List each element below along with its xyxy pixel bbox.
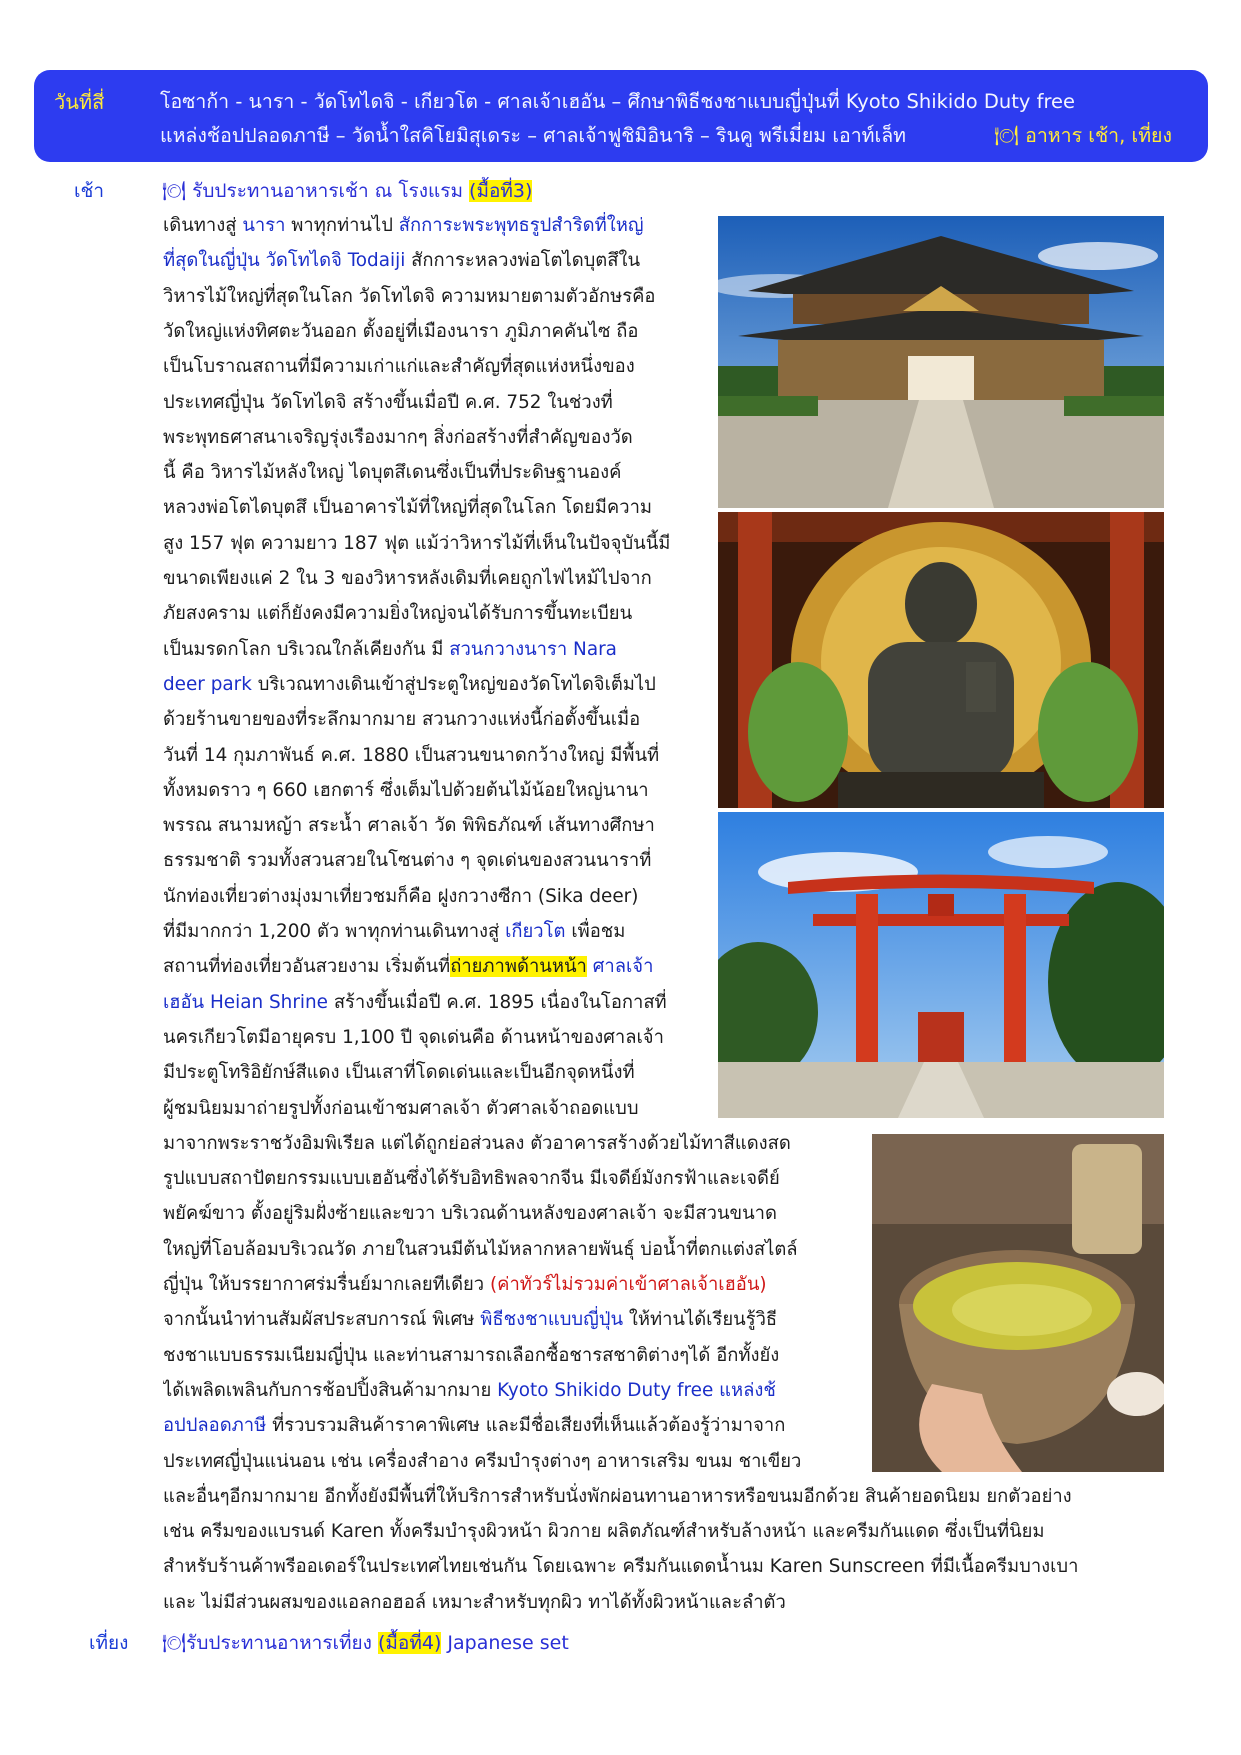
body-highlight-text: ถ่ายภาพด้านหน้า [450, 956, 587, 978]
itinerary-line-2: แหล่งช้อปปลอดภาษี – วัดน้ำใสคิโยมิสุเดระ – ศาลเจ้าฟูชิมิอินาริ – รินคู พรีเมี่ยม เอาท์เล็ท [160, 124, 907, 147]
body-text-segment: ผู้ชมนิยมมาถ่ายรูปทั้งก่อนเข้าชมศาลเจ้า ตัวศาลเจ้าถอดแบบ [163, 1097, 639, 1119]
body-link-text: อปปลอดภาษี [163, 1415, 267, 1437]
body-line [163, 879, 638, 914]
body-line [163, 243, 640, 278]
body-text-segment: ญี่ปุ่น ให้บรรยากาศร่มรื่นย์มากเลยทีเดียว [163, 1274, 490, 1295]
body-text-segment: ธรรมชาติ รวมทั้งสวนสวยในโซนต่าง ๆ จุดเด่นของสวนนาราที่ [163, 850, 652, 872]
body-line [163, 1091, 639, 1126]
body-text-segment: เดินทางสู่ [163, 215, 243, 236]
body-text-segment: ที่มีมากกว่า 1,200 ตัว พาทุกท่านเดินทางสู่ [163, 921, 506, 942]
body-text-segment: วัดใหญ่แห่งทิศตะวันออก ตั้งอยู่ที่เมืองนารา ภูมิภาคคันไซ ถือ [163, 320, 639, 342]
day-header-banner [34, 70, 1208, 162]
body-line [163, 1444, 801, 1479]
body-text-segment: ที่รวบรวมสินค้าราคาพิเศษ และมีชื่อเสียงที่เห็นแล้วต้องรู้ว่ามาจาก [266, 1415, 786, 1437]
body-text-segment: จากนั้นนำท่านสัมผัสประสบการณ์ พิเศษ [163, 1309, 481, 1331]
body-line [163, 738, 659, 773]
body-line [163, 843, 651, 878]
body-text-segment: หลวงพ่อโตไดบุตสึ เป็นอาคารไม้ที่ใหญ่ที่สุดในโลก โดยมีความ [163, 497, 653, 519]
meals-summary: 🍽 อาหาร เช้า, เที่ยง [994, 124, 1172, 147]
body-link-text: นารา [242, 215, 286, 236]
body-text-segment: ใหญ่ที่โอบล้อมบริเวณวัด ภายในสวนมีต้นไม้หลากหลายพันธุ์ บ่อน้ำที่ตกแต่งสไตล์ [163, 1238, 798, 1260]
body-link-text: เฮอัน Heian Shrine [163, 991, 328, 1013]
heian-torii-photo [718, 812, 1164, 1118]
body-line [163, 1302, 777, 1337]
body-line [163, 773, 649, 808]
breakfast-line [162, 176, 532, 206]
lunch-meal-count: (มื้อที่4) [378, 1632, 442, 1654]
body-line [163, 808, 655, 843]
body-line [163, 490, 652, 525]
body-text-segment: เพื่อชม [565, 921, 626, 942]
body-text-segment: ให้ท่านได้เรียนรู้วิธี [623, 1309, 778, 1331]
body-text-segment: เป็นมรดกโลก บริเวณใกล้เคียงกัน มี [163, 638, 450, 660]
todaiji-hall-photo [718, 216, 1164, 508]
body-line [163, 914, 625, 949]
breakfast-label: เช้า [74, 180, 105, 202]
body-link-text: เกียวโต [505, 921, 566, 942]
body-text-segment: ภัยสงคราม แต่ก็ยังคงมีความยิ่งใหญ่จนได้รับการขึ้นทะเบียน [163, 603, 633, 625]
body-link-text: deer park [163, 673, 252, 695]
body-text-segment: วันที่ 14 กุมภาพันธ์ ค.ศ. 1880 เป็นสวนขนาดกว้างใหญ่ มีพื้นที่ [163, 744, 660, 766]
matcha-tea-photo [872, 1134, 1164, 1472]
lunch-set: Japanese set [441, 1632, 569, 1654]
lunch-line [162, 1628, 569, 1658]
body-line [163, 1479, 1072, 1514]
body-line [163, 1408, 785, 1443]
body-line [163, 1585, 786, 1620]
body-text-segment: มาจากพระราชวังอิมพิเรียล แต่ได้ถูกย่อส่วนลง ตัวอาคารสร้างด้วยไม้ทาสีแดงสด [163, 1132, 791, 1154]
body-text-segment: นี้ คือ วิหารไม้หลังใหญ่ ไดบุตสึเดนซึ่งเป็นที่ประดิษฐานองค์ [163, 462, 622, 484]
body-text-segment: เป็นโบราณสถานที่มีความเก่าแก่และสำคัญที่สุดแห่งหนึ่งของ [163, 356, 635, 378]
body-line [163, 1549, 1078, 1584]
body-line [163, 526, 670, 561]
breakfast-meal-count: (มื้อที่3) [469, 180, 533, 202]
body-line [163, 1020, 664, 1055]
body-text-segment: นครเกียวโตมีอายุครบ 1,100 ปี จุดเด่นคือ ด้านหน้าของศาลเจ้า [163, 1026, 664, 1048]
body-text-segment: สถานที่ท่องเที่ยวอันสวยงาม เริ่มต้นที่ [163, 956, 451, 978]
itinerary-line-1: โอซาก้า - นารา - วัดโทไดจิ - เกียวโต - ศาลเจ้าเฮอัน – ศึกษาพิธีชงชาแบบญี่ปุ่นที่ Kyoto Shikido Duty free [160, 90, 1076, 113]
body-text-segment: สำหรับร้านค้าพรีออเดอร์ในประเทศไทยเช่นกัน โดยเฉพาะ ครีมกันแดดน้ำนม Karen Sunscreen ที่มีเนื้อครีมบางเบา [163, 1556, 1079, 1578]
body-text-segment: และ ไม่มีส่วนผสมของแอลกอฮอล์ เหมาะสำหรับทุกผิว ทาได้ทั้งผิวหน้าและลำตัว [163, 1591, 786, 1613]
body-line [163, 561, 652, 596]
body-text-segment: วิหารไม้ใหญ่ที่สุดในโลก วัดโทไดจิ ความหมายตามตัวอักษรคือ [163, 285, 656, 307]
body-line [163, 632, 617, 667]
body-line [163, 420, 633, 455]
lunch-label: เที่ยง [89, 1632, 129, 1654]
body-link-text: Kyoto Shikido Duty free แหล่งช้ [497, 1379, 776, 1401]
body-text-segment: สูง 157 ฟุต ความยาว 187 ฟุต แม้ว่าวิหารไม้ที่เห็นในปัจจุบันนี้มี [163, 532, 671, 554]
body-line [163, 702, 640, 737]
body-text-segment: พระพุทธศาสนาเจริญรุ่งเรืองมากๆ สิ่งก่อสร้างที่สำคัญของวัด [163, 426, 633, 448]
body-text-segment: สักการะหลวงพ่อโตไดบุตสึใน [405, 250, 641, 272]
body-text-segment: เช่น ครีมของแบรนด์ Karen ทั้งครีมบำรุงผิวหน้า ผิวกาย ผลิตภัณฑ์สำหรับล้างหน้า และครีมกันแดด ซึ่งเป็นที่นิยม [163, 1521, 1045, 1543]
body-line [163, 596, 632, 631]
body-text-segment: พรรณ สนามหญ้า สระน้ำ ศาลเจ้า วัด พิพิธภัณฑ์ เส้นทางศึกษา [163, 815, 655, 837]
body-text-segment: สร้างขึ้นเมื่อปี ค.ศ. 1895 เนื่องในโอกาสที่ [327, 991, 667, 1013]
body-line [163, 1196, 777, 1231]
body-text-segment: ชงชาแบบธรรมเนียมญี่ปุ่น และท่านสามารถเลือกซื้อชารสชาติต่างๆได้ อีกทั้งยัง [163, 1344, 780, 1366]
body-line [163, 455, 621, 490]
body-line [163, 208, 644, 243]
body-text-segment: ด้วยร้านขายของที่ระลึกมากมาย สวนกวางแห่งนี้ก่อตั้งขึ้นเมื่อ [163, 709, 641, 731]
body-line [163, 1267, 767, 1302]
body-link-text: สวนกวางนารา Nara [449, 638, 617, 660]
body-line [163, 314, 638, 349]
body-line [163, 385, 613, 420]
body-line [163, 1514, 1045, 1549]
body-text-segment: ได้เพลิดเพลินกับการช้อปปิ้งสินค้ามากมาย [163, 1379, 498, 1401]
great-buddha-photo [718, 512, 1164, 808]
breakfast-text: 🍽 รับประทานอาหารเช้า ณ โรงแรม [162, 180, 470, 202]
body-line [163, 1126, 791, 1161]
body-text-segment: ขนาดเพียงแค่ 2 ใน 3 ของวิหารหลังเดิมที่เคยถูกไฟไหม้ไปจาก [163, 568, 652, 589]
body-line [163, 1161, 780, 1196]
body-line [163, 949, 653, 984]
body-line [163, 1055, 635, 1090]
body-line [163, 1373, 776, 1408]
body-line [163, 985, 667, 1020]
body-text-segment: พยัคฆ์ขาว ตั้งอยู่ริมฝั่งซ้ายและขวา บริเวณด้านหลังของศาลเจ้า จะมีสวนขนาด [163, 1203, 777, 1225]
body-line [163, 1232, 798, 1267]
body-line [163, 1338, 779, 1373]
body-line [163, 279, 655, 314]
body-note-text: (ค่าทัวร์ไม่รวมค่าเข้าศาลเจ้าเฮอัน) [489, 1274, 767, 1295]
body-link-text: สักการะพระพุทธรูปสำริดที่ใหญ่ [398, 215, 644, 236]
body-text-segment: มีประตูโทริอิยักษ์สีแดง เป็นเสาที่โดดเด่นและเป็นอีกจุดหนึ่งที่ [163, 1062, 635, 1084]
body-link-text: ที่สุดในญี่ปุ่น วัดโทไดจิ Todaiji [163, 250, 406, 272]
body-text-segment: และอื่นๆอีกมากมาย อีกทั้งยังมีพื้นที่ให้บริการสำหรับนั่งพักผ่อนทานอาหารหรือขนมอีกด้วย สินค้ายอดนิยม ยกตัวอย่าง [163, 1485, 1072, 1507]
body-text-segment: ทั้งหมดราว ๆ 660 เฮกตาร์ ซึ่งเต็มไปด้วยต้นไม้น้อยใหญ่นานา [163, 779, 649, 801]
body-text-segment: บริเวณทางเดินเข้าสู่ประตูใหญ่ของวัดโทไดจิเต็มไป [251, 673, 656, 695]
body-link-text: ศาลเจ้า [592, 956, 654, 978]
body-text-segment: รูปแบบสถาปัตยกรรมแบบเฮอันซึ่งได้รับอิทธิพลจากจีน มีเจดีย์มังกรฟ้าและเจดีย์ [163, 1168, 780, 1190]
body-text-segment: พาทุกท่านไป [285, 215, 399, 236]
body-text-segment: ประเทศญี่ปุ่นแน่นอน เช่น เครื่องสำอาง ครีมบำรุงต่างๆ อาหารเสริม ขนม ชาเขียว [163, 1450, 802, 1472]
day-label: วันที่สี่ [54, 90, 105, 114]
body-text-segment: นักท่องเที่ยวต่างมุ่งมาเที่ยวชมก็คือ ฝูงกวางซีกา (Sika deer) [163, 885, 639, 907]
body-text-segment: ประเทศญี่ปุ่น วัดโทไดจิ สร้างขึ้นเมื่อปี ค.ศ. 752 ในช่วงที่ [163, 391, 613, 413]
body-link-text: พิธีชงชาแบบญี่ปุ่น [480, 1309, 624, 1331]
lunch-text: 🍽รับประทานอาหารเที่ยง [162, 1632, 378, 1654]
body-line [163, 667, 656, 702]
body-line [163, 349, 635, 384]
